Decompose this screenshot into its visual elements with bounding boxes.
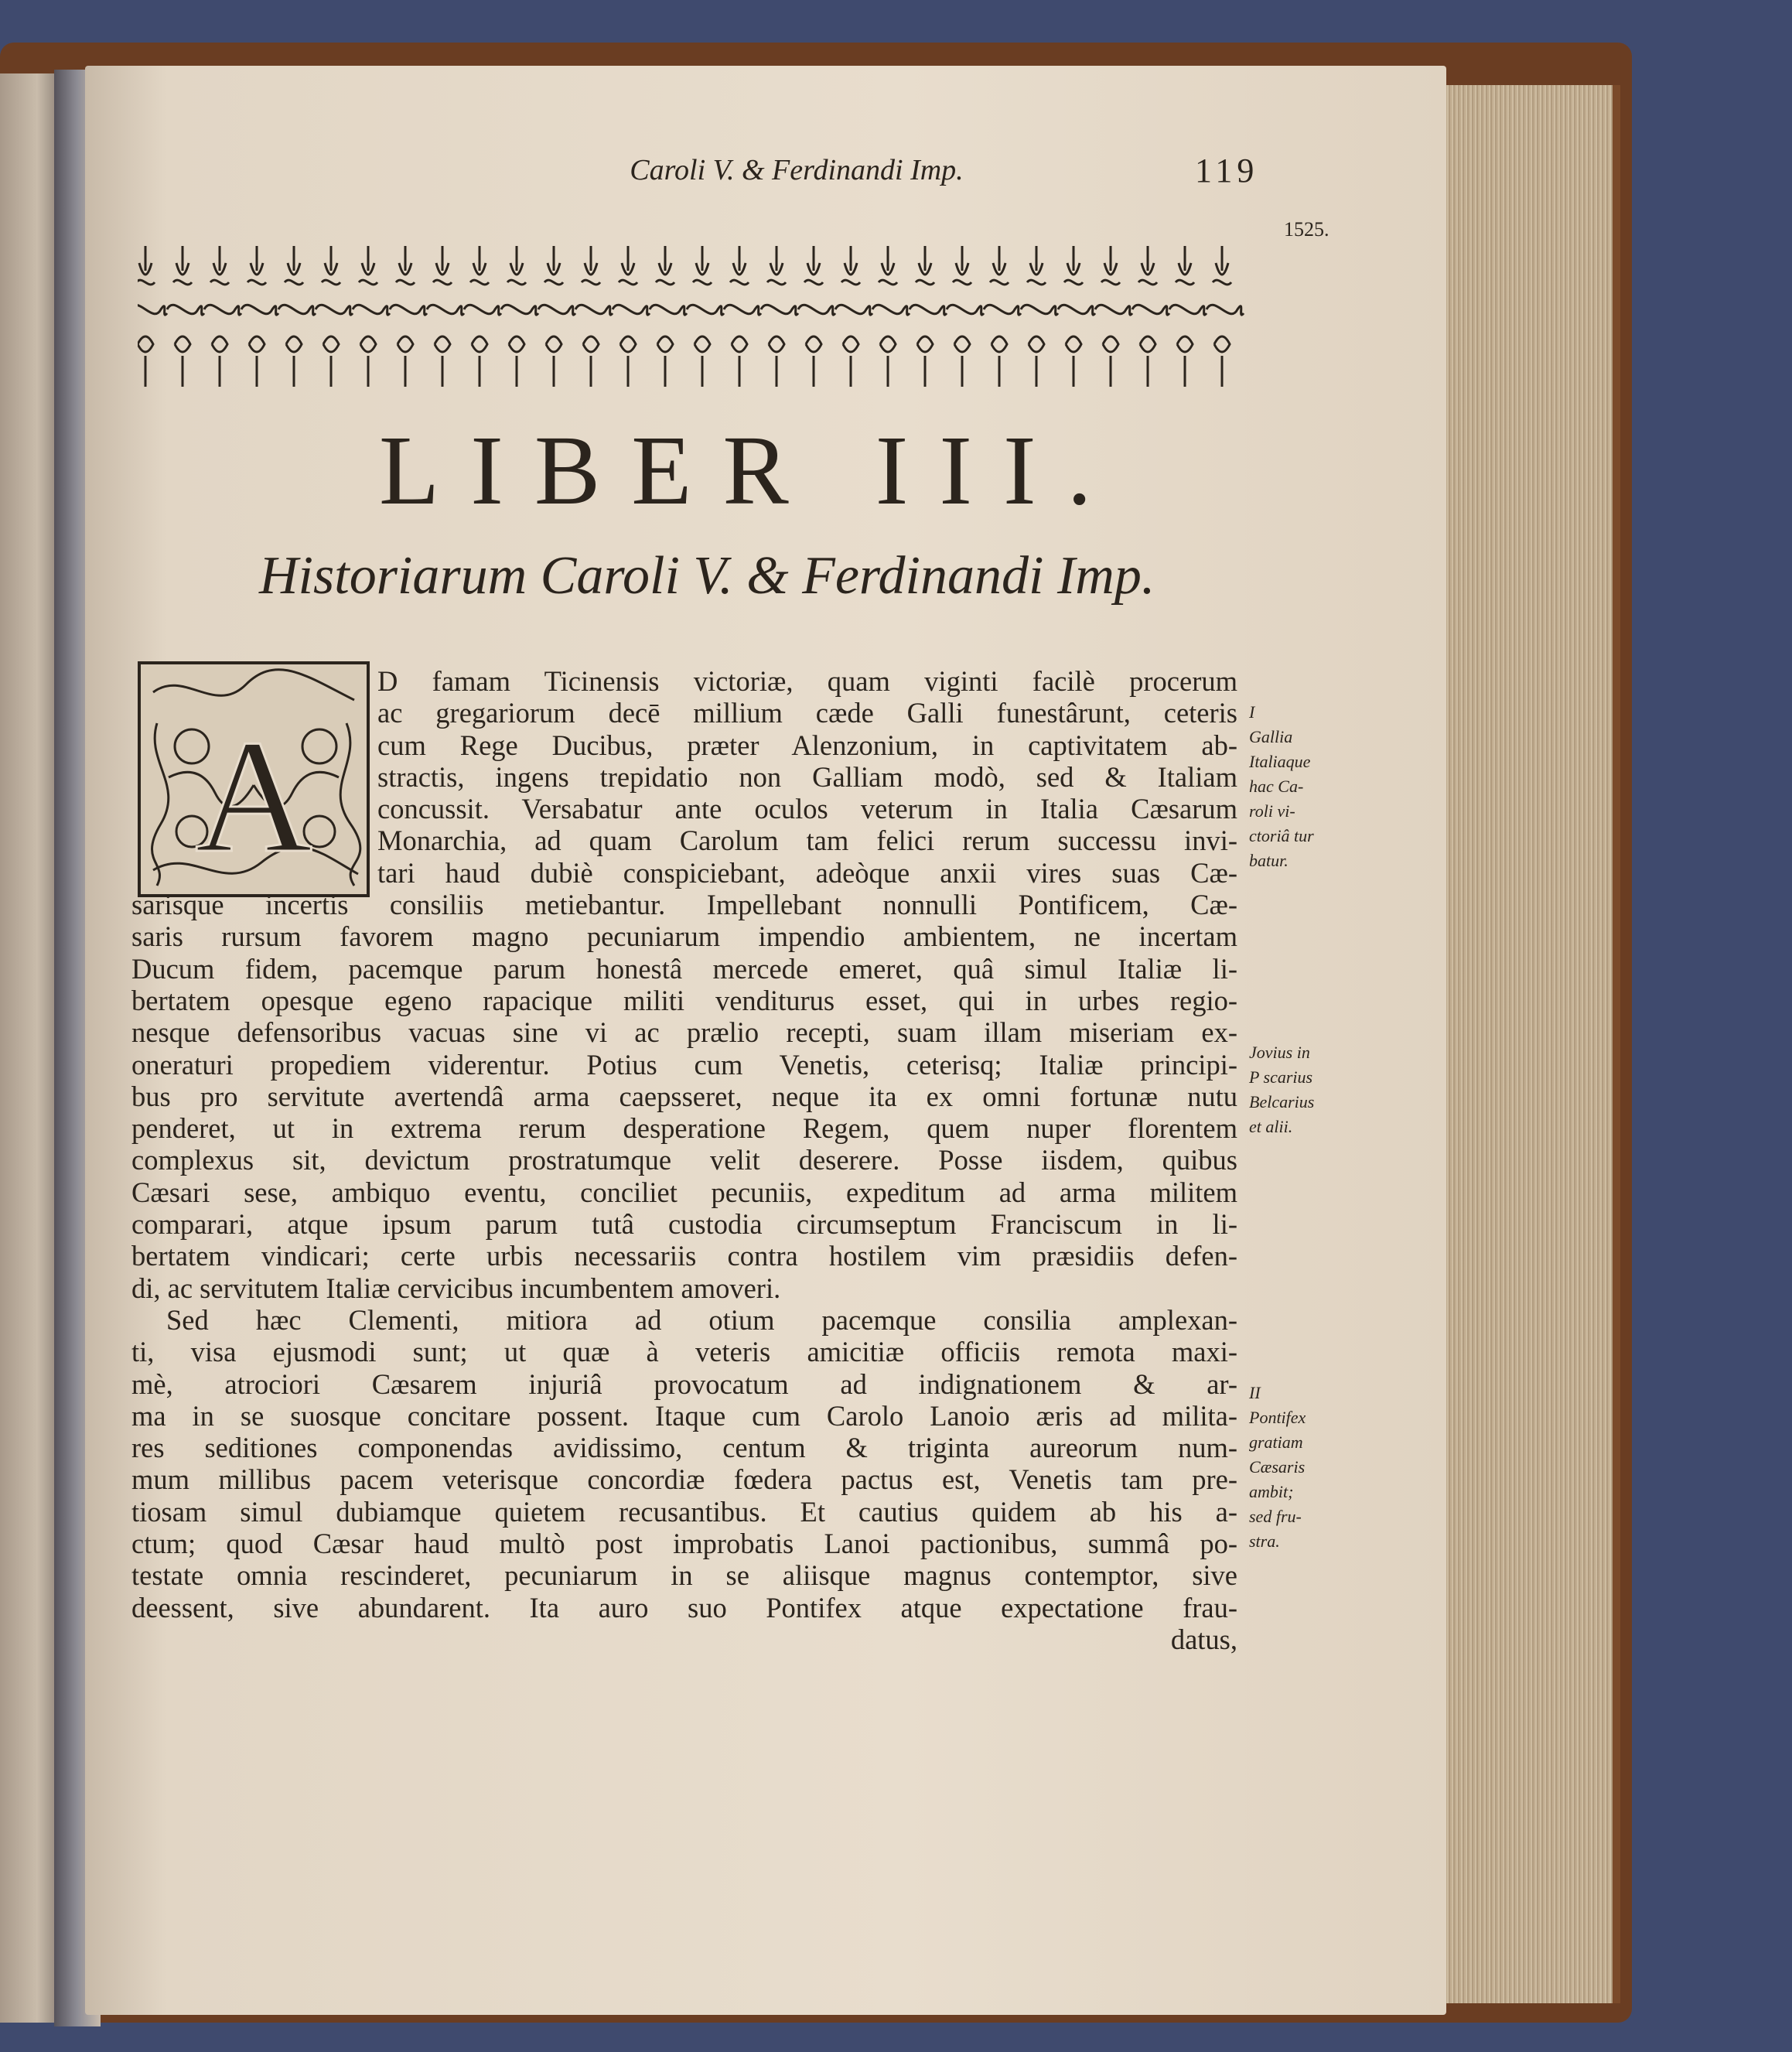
margin-note-line: hac Ca- [1249, 777, 1304, 796]
margin-note-line: II [1249, 1383, 1261, 1402]
margin-note-line: roli vi- [1249, 801, 1295, 821]
text-line: res seditiones componendas avidissimo, centum & triginta aureorum num- [131, 1432, 1237, 1464]
text-line: mè, atrociori Cæsarem injuriâ provocatum ad indignationem & ar- [131, 1367, 1237, 1400]
margin-note-line: sed fru- [1249, 1507, 1302, 1526]
margin-note-line: gratiam [1249, 1432, 1303, 1452]
text-line: bus pro servitute avertendâ arma caepsseret, neque ita ex omni fortunæ nutu [131, 1080, 1237, 1112]
text-line: deessent, sive abundarent. Ita auro suo Pontifex atque expectatione frau- [131, 1591, 1237, 1624]
margin-note-line: et alii. [1249, 1117, 1293, 1136]
text-line: sarisque incertis consiliis metiebantur. Impellebant nonnulli Pontificem, Cæ- [131, 889, 1237, 921]
text-line: tari haud dubiè conspiciebant, adeòque anxii vires suas Cæ- [377, 856, 1237, 889]
running-head: Caroli V. & Ferdinandi Imp. [630, 154, 964, 186]
margin-note-line: ctoriâ tur [1249, 826, 1314, 845]
margin-note-line: Italiaque [1249, 752, 1311, 771]
text-line: Ducum fidem, pacemque parum honestâ mercede emeret, quâ simul Italiæ li- [131, 952, 1237, 985]
margin-note-line: Jovius in [1249, 1043, 1310, 1062]
text-line: ma in se suosque concitare possent. Itaque cum Carolo Lanoio æris ad milita- [131, 1399, 1237, 1432]
text-line: complexus sit, devictum prostratumque velit deserere. Posse iisdem, quibus [131, 1144, 1237, 1176]
margin-note-1 [1249, 700, 1314, 873]
left-page-edge [0, 73, 62, 2023]
margin-note-line: Cæsaris [1249, 1457, 1306, 1477]
text-line: bertatem vindicari; certe urbis necessariis contra hostilem vim præsidiis defen- [131, 1240, 1237, 1272]
text-line: penderet, ut in extrema rerum desperatione Regem, quem nuper florentem [131, 1112, 1237, 1145]
text-line: stractis, ingens trepidatio non Galliam modò, sed & Italiam [377, 760, 1237, 793]
margin-note-3 [1249, 1381, 1306, 1554]
drop-cap-letter: A [195, 707, 312, 886]
body-text [131, 665, 1237, 1655]
chapter-title: LIBER III. [379, 415, 1123, 525]
margin-note-line: batur. [1249, 851, 1289, 870]
text-line: mum millibus pacem veterisque concordiæ fœdera pactus est, Venetis tam pre- [131, 1463, 1237, 1496]
text-line: cum Rege Ducibus, præter Alenzonium, in captivitatem ab- [377, 729, 1237, 761]
margin-note-line: Gallia [1249, 727, 1293, 746]
text-line: nesque defensoribus vacuas sine vi ac prælio recepti, suam illam miseriam ex- [131, 1016, 1237, 1049]
headpiece-ornament [138, 240, 1255, 394]
text-line: ctum; quod Cæsar haud multò post improbatis Lanoi pactionibus, summâ po- [131, 1528, 1237, 1560]
text-line: oneraturi propediem viderentur. Potius cum Venetis, ceterisq; Italiæ principi- [131, 1048, 1237, 1081]
chapter-subtitle: Historiarum Caroli V. & Ferdinandi Imp. [259, 546, 1155, 606]
margin-year: 1525. [1284, 218, 1329, 241]
text-line: Sed hæc Clementi, mitiora ad otium pacemque consilia amplexan- [166, 1303, 1237, 1336]
text-line: tiosam simul dubiamque quietem recusantibus. Et cautius quidem ab his a- [131, 1495, 1237, 1528]
text-line: testate omnia rescinderet, pecuniarum in se aliisque magnus contemptor, sive [131, 1559, 1237, 1592]
text-line: di, ac servitutem Italiæ cervicibus incumbentem amoveri. [131, 1272, 781, 1304]
margin-note-line: P scarius [1249, 1067, 1313, 1087]
text-line: Cæsari sese, ambiquo eventu, conciliet pecuniis, expeditum ad arma militem [131, 1176, 1237, 1208]
text-line: saris rursum favorem magno pecuniarum impendio ambientem, ne incertam [131, 920, 1237, 953]
margin-note-line: ambit; [1249, 1482, 1294, 1501]
text-line: concussit. Versabatur ante oculos veterum in Italia Cæsarum [377, 793, 1237, 825]
page-block-edge [1446, 85, 1620, 2003]
margin-note-line: Pontifex [1249, 1408, 1306, 1427]
text-line: ac gregariorum decē millium cæde Galli funestârunt, ceteris [377, 697, 1237, 729]
text-line: D famam Ticinensis victoriæ, quam viginti facilè procerum [377, 665, 1237, 697]
text-line: datus, [1170, 1623, 1237, 1655]
text-line: bertatem opesque egeno rapacique militi venditurus esset, qui in urbes regio- [131, 984, 1237, 1016]
text-line: Monarchia, ad quam Carolum tam felici rerum successu invi- [377, 825, 1237, 857]
page-number: 119 [1195, 152, 1259, 189]
text-line: comparari, atque ipsum parum tutâ custodia circumseptum Franciscum in li- [131, 1208, 1237, 1241]
margin-note-2 [1249, 1040, 1314, 1139]
margin-note-line: stra. [1249, 1531, 1280, 1551]
text-line: ti, visa ejusmodi sunt; ut quæ à veteris amicitiæ officiis remota maxi- [131, 1336, 1237, 1368]
margin-note-line: Belcarius [1249, 1092, 1315, 1111]
margin-note-line: I [1249, 702, 1255, 722]
